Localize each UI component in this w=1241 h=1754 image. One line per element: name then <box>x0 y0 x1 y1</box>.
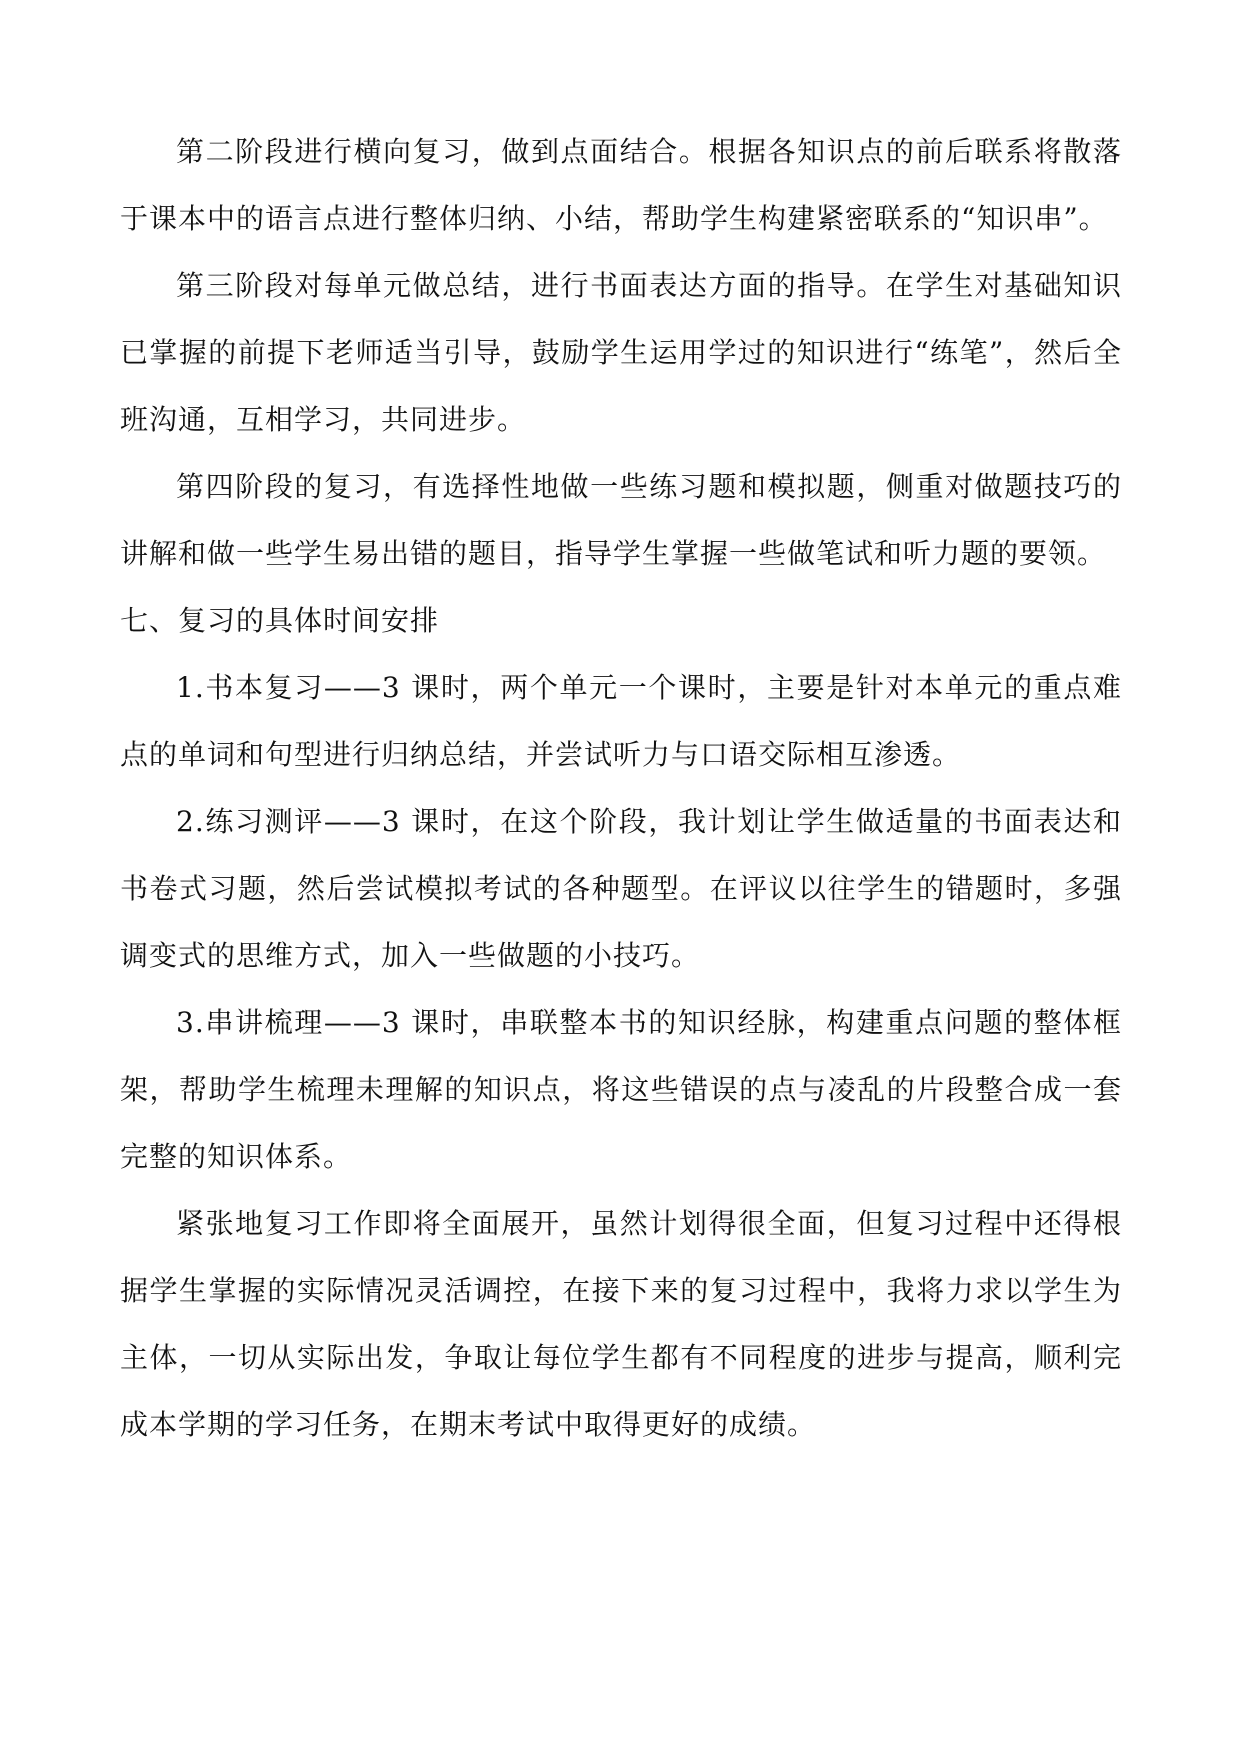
paragraph-conclusion: 紧张地复习工作即将全面展开，虽然计划得很全面，但复习过程中还得根据学生掌握的实际情况灵活调控，在接下来的复习过程中，我将力求以学生为主体，一切从实际出发，争取让每位学生都有不同程度的进步与提高，顺利完成本学期的学习任务，在期末考试中取得更好的成绩。 <box>120 1207 1122 1441</box>
paragraph-stage-four: 第四阶段的复习，有选择性地做一些练习题和模拟题，侧重对做题技巧的讲解和做一些学生易出错的题目，指导学生掌握一些做笔试和听力题的要领。 <box>120 470 1122 570</box>
paragraph-stage-three: 第三阶段对每单元做总结，进行书面表达方面的指导。在学生对基础知识已掌握的前提下老师适当引导，鼓励学生运用学过的知识进行“练笔”，然后全班沟通，互相学习，共同进步。 <box>120 269 1122 436</box>
schedule-item-1: 1.书本复习——3 课时，两个单元一个课时，主要是针对本单元的重点难点的单词和句型进行归纳总结，并尝试听力与口语交际相互渗透。 <box>120 671 1122 771</box>
schedule-item-2: 2.练习测评——3 课时，在这个阶段，我计划让学生做适量的书面表达和书卷式习题，然后尝试模拟考试的各种题型。在评议以往学生的错题时，多强调变式的思维方式，加入一些做题的小技巧。 <box>120 805 1122 972</box>
paragraph-stage-two: 第二阶段进行横向复习，做到点面结合。根据各知识点的前后联系将散落于课本中的语言点进行整体归纳、小结，帮助学生构建紧密联系的“知识串”。 <box>120 135 1122 235</box>
document-body <box>120 118 1122 1458</box>
schedule-item-3: 3.串讲梳理——3 课时，串联整本书的知识经脉，构建重点问题的整体框架，帮助学生梳理未理解的知识点，将这些错误的点与凌乱的片段整合成一套完整的知识体系。 <box>120 1006 1122 1173</box>
section-heading: 七、复习的具体时间安排 <box>120 604 440 637</box>
